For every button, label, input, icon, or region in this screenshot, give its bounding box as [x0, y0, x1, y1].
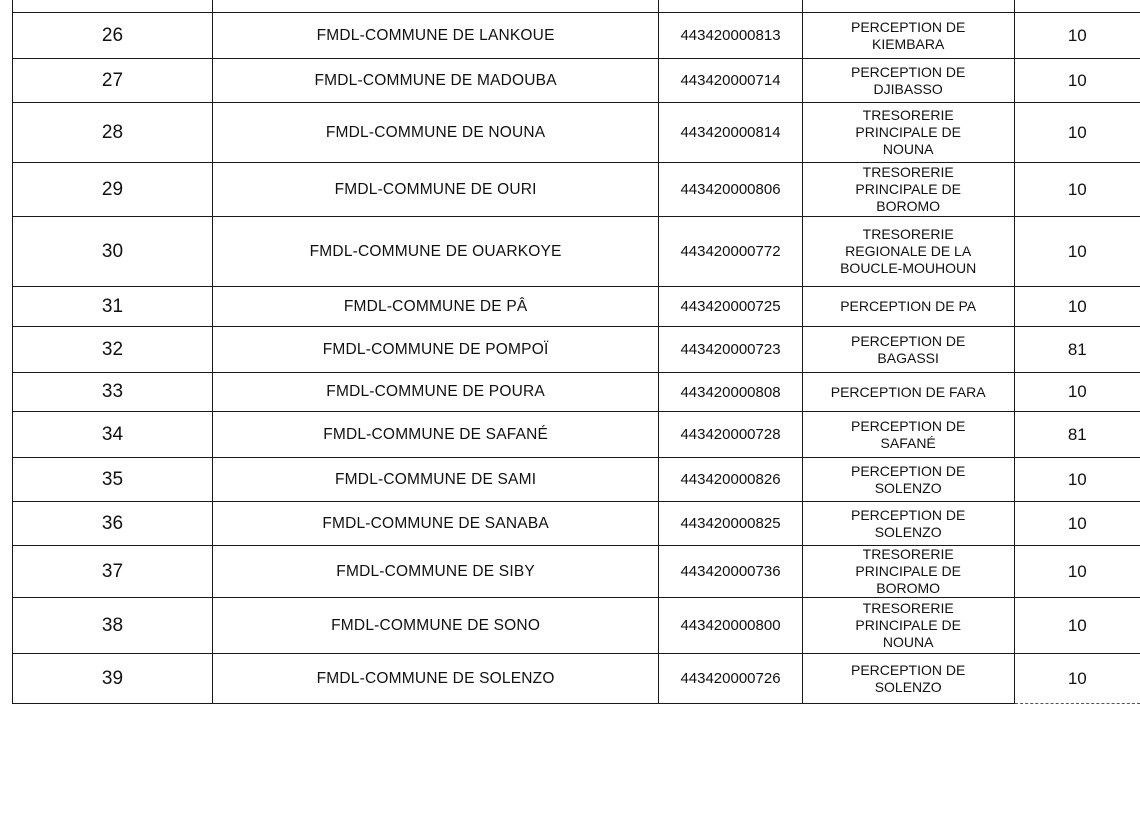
treasury-office-line: TRESORERIE [862, 107, 954, 123]
account-number: 443420000806 [659, 163, 802, 217]
amount-cell-truncated: 10 [1014, 598, 1140, 654]
row-number: 27 [13, 59, 213, 103]
treasury-office [802, 458, 1014, 502]
treasury-office-line: SOLENZO [874, 479, 942, 496]
account-number: 443420000826 [659, 458, 802, 502]
row-number: 38 [13, 598, 213, 654]
treasury-office-line: PERCEPTION DE [850, 63, 966, 80]
table-row [13, 163, 1140, 217]
treasury-office-line: PERCEPTION DE [850, 506, 966, 523]
treasury-office [802, 502, 1014, 546]
table-cell [1014, 0, 1140, 13]
row-number: 35 [13, 458, 213, 502]
row-number: 29 [13, 163, 213, 217]
table-row [13, 13, 1140, 59]
table-row [13, 654, 1140, 704]
treasury-office [802, 217, 1014, 287]
amount-cell-truncated: 10 [1014, 502, 1140, 546]
account-number: 443420000728 [659, 412, 802, 458]
treasury-office-line: TRESORERIE [862, 164, 954, 180]
commune-name: FMDL-COMMUNE DE SAFANÉ [212, 412, 658, 458]
commune-name: FMDL-COMMUNE DE OUARKOYE [212, 217, 658, 287]
treasury-office [802, 163, 1014, 217]
row-number: 37 [13, 546, 213, 598]
row-number: 33 [13, 373, 213, 412]
row-number: 30 [13, 217, 213, 287]
amount-cell-truncated: 10 [1014, 103, 1140, 163]
amount-cell-truncated: 10 [1014, 13, 1140, 59]
amount-cell-truncated: 10 [1014, 287, 1140, 327]
row-number: 39 [13, 654, 213, 704]
treasury-office-line: PERCEPTION DE [850, 18, 966, 35]
treasury-office-line: PERCEPTION DE [850, 417, 966, 434]
table-row [13, 502, 1140, 546]
table-cell [659, 0, 802, 13]
treasury-office-line: TRESORERIE [862, 546, 954, 562]
treasury-office-line: TRESORERIE [862, 226, 954, 242]
amount-cell-truncated: 10 [1014, 59, 1140, 103]
commune-name: FMDL-COMMUNE DE SIBY [212, 546, 658, 598]
amount-cell-truncated: 81 [1014, 327, 1140, 373]
row-number: 31 [13, 287, 213, 327]
treasury-office [802, 546, 1014, 598]
treasury-office-line: SOLENZO [874, 678, 942, 695]
table-row [13, 59, 1140, 103]
treasury-office-line: PERCEPTION DE PA [840, 298, 977, 314]
table-row [13, 546, 1140, 598]
account-number: 443420000723 [659, 327, 802, 373]
table-row [13, 458, 1140, 502]
row-number: 36 [13, 502, 213, 546]
commune-name: FMDL-COMMUNE DE MADOUBA [212, 59, 658, 103]
treasury-office [802, 654, 1014, 704]
row-number: 32 [13, 327, 213, 373]
treasury-office-line: REGIONALE DE LA [845, 243, 972, 259]
table-cell [802, 0, 1014, 13]
account-number: 443420000814 [659, 103, 802, 163]
table-cell [212, 0, 658, 13]
account-number: 443420000714 [659, 59, 802, 103]
account-number: 443420000825 [659, 502, 802, 546]
treasury-office [802, 412, 1014, 458]
amount-cell-truncated: 10 [1014, 217, 1140, 287]
treasury-office-line: BOROMO [876, 198, 941, 214]
table-body [13, 0, 1140, 704]
account-number: 443420000725 [659, 287, 802, 327]
table-row [13, 217, 1140, 287]
treasury-office-line: PRINCIPALE DE [855, 563, 961, 579]
amount-cell-truncated: 10 [1014, 546, 1140, 598]
table-cell [13, 0, 213, 13]
commune-name: FMDL-COMMUNE DE SAMI [212, 458, 658, 502]
treasury-office-line: PERCEPTION DE FARA [830, 383, 986, 400]
treasury-office [802, 59, 1014, 103]
treasury-office-line: NOUNA [882, 634, 934, 650]
amount-cell-truncated: 10 [1014, 654, 1140, 704]
treasury-office-line: PERCEPTION DE [850, 462, 966, 479]
table-row [13, 373, 1140, 412]
commune-name: FMDL-COMMUNE DE SOLENZO [212, 654, 658, 704]
treasury-office [802, 287, 1014, 327]
treasury-office-line: DJIBASSO [873, 80, 943, 97]
account-number: 443420000736 [659, 546, 802, 598]
account-number: 443420000800 [659, 598, 802, 654]
amount-cell-truncated: 81 [1014, 412, 1140, 458]
treasury-office-line: KIEMBARA [871, 35, 945, 52]
commune-accounts-table [12, 0, 1140, 704]
account-number: 443420000813 [659, 13, 802, 59]
account-number: 443420000772 [659, 217, 802, 287]
treasury-office-line: PRINCIPALE DE [855, 617, 961, 633]
treasury-office-line: PERCEPTION DE [850, 661, 966, 678]
treasury-office [802, 327, 1014, 373]
commune-name: FMDL-COMMUNE DE POMPOÏ [212, 327, 658, 373]
treasury-office [802, 103, 1014, 163]
table-row [13, 103, 1140, 163]
amount-cell-truncated: 10 [1014, 163, 1140, 217]
treasury-office-line: BOUCLE-MOUHOUN [840, 260, 977, 276]
commune-name: FMDL-COMMUNE DE POURA [212, 373, 658, 412]
amount-cell-truncated: 10 [1014, 373, 1140, 412]
commune-name: FMDL-COMMUNE DE SANABA [212, 502, 658, 546]
treasury-office-line: PERCEPTION DE [850, 332, 966, 349]
treasury-office [802, 373, 1014, 412]
treasury-office-line: SOLENZO [874, 523, 942, 540]
table-row [13, 287, 1140, 327]
commune-name: FMDL-COMMUNE DE NOUNA [212, 103, 658, 163]
treasury-office-line: PRINCIPALE DE [855, 181, 961, 197]
row-number: 26 [13, 13, 213, 59]
row-number: 34 [13, 412, 213, 458]
treasury-office [802, 598, 1014, 654]
commune-name: FMDL-COMMUNE DE SONO [212, 598, 658, 654]
table-row [13, 327, 1140, 373]
treasury-office [802, 13, 1014, 59]
table-row [13, 412, 1140, 458]
account-number: 443420000726 [659, 654, 802, 704]
treasury-office-line: TRESORERIE [862, 600, 954, 616]
commune-name: FMDL-COMMUNE DE OURI [212, 163, 658, 217]
commune-name: FMDL-COMMUNE DE LANKOUE [212, 13, 658, 59]
treasury-office-line: NOUNA [882, 141, 934, 157]
treasury-office-line: PRINCIPALE DE [855, 124, 961, 140]
table-row [13, 598, 1140, 654]
treasury-office-line: SAFANÉ [880, 434, 936, 451]
row-number: 28 [13, 103, 213, 163]
account-number: 443420000808 [659, 373, 802, 412]
treasury-office-line: BOROMO [876, 580, 941, 596]
amount-cell-truncated: 10 [1014, 458, 1140, 502]
treasury-office-line: BAGASSI [877, 349, 939, 366]
commune-name: FMDL-COMMUNE DE PÂ [212, 287, 658, 327]
table-row-partial [13, 0, 1140, 13]
